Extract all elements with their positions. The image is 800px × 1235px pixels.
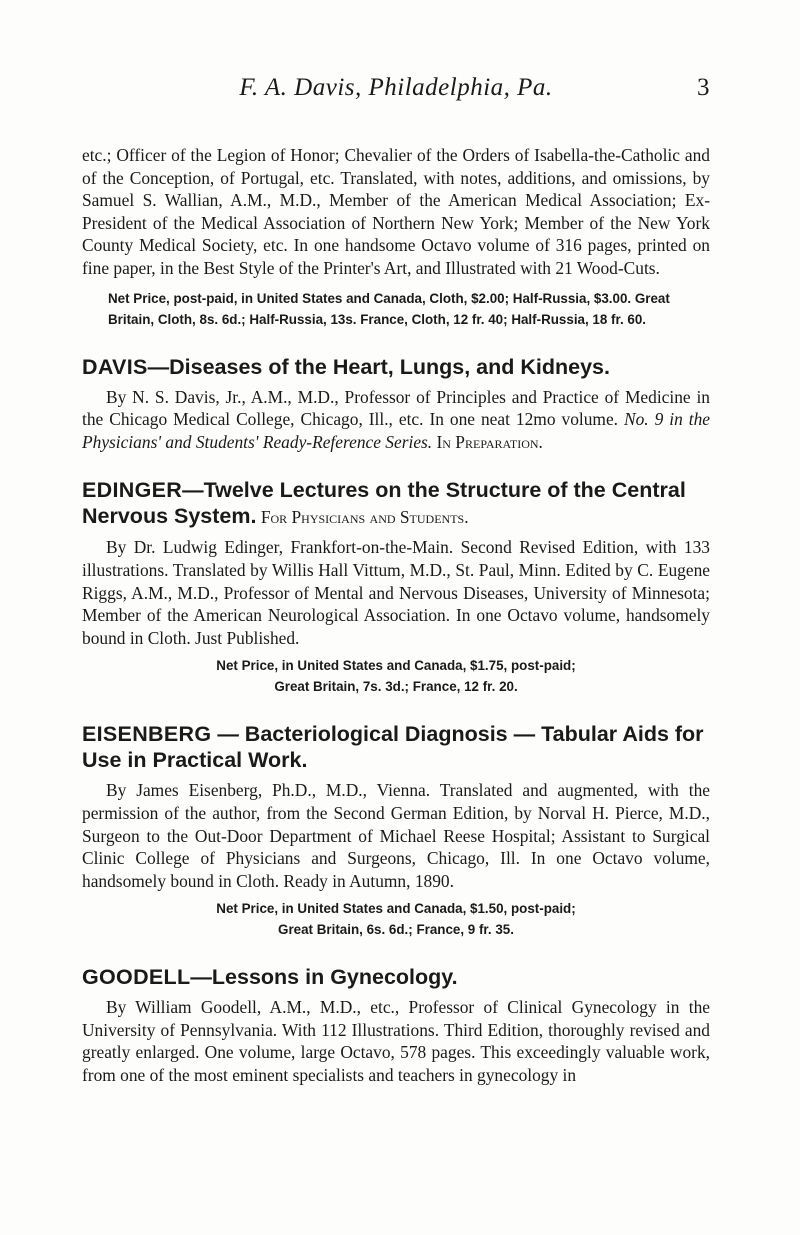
entry-heading: [82, 477, 710, 530]
price-line: Net Price, in United States and Canada, $1.75, post-paid;: [216, 658, 576, 674]
catalog-entry-eisenberg: [82, 721, 710, 940]
catalog-entry-goodell: [82, 964, 710, 1086]
book-title: —Diseases of the Heart, Lungs, and Kidneys.: [147, 354, 610, 379]
entry-body: By James Eisenberg, Ph.D., M.D., Vienna. Translated and augmented, with the permission of the author, from the Second German Edition, by Norval H. Pierce, M.D., Surgeon to the Out-Door Department of Michael Reese Hospital; Assistant to Surgical Clinic College of Physicians and Surgeons, Chicago, Ill. In one Octavo volume, handsomely bound in Cloth. Ready in Autumn, 1890.: [82, 780, 710, 891]
entry-heading: [82, 964, 710, 990]
price-line: Great Britain, 7s. 3d.; France, 12 fr. 20.: [274, 679, 518, 695]
audience-note: For Physicians and Students.: [256, 507, 469, 528]
price-line: Great Britain, 6s. 6d.; France, 9 fr. 35.: [278, 922, 514, 938]
book-title: —Lessons in Gynecology.: [190, 965, 458, 990]
entry-body: [82, 386, 710, 454]
entry-body-text: By N. S. Davis, Jr., A.M., M.D., Professor of Principles and Practice of Medicine in the Chicago Medical College, Chicago, Ill., etc. In one neat 12mo volume.: [82, 386, 710, 430]
availability-status: In Preparation.: [432, 431, 543, 452]
running-head-title: F. A. Davis, Philadelphia, Pa.: [239, 74, 553, 101]
series-note: No. 9 in the Physicians' and Students' Ready-Reference Series.: [82, 409, 710, 452]
author-name: EDINGER: [82, 478, 183, 503]
price-line: Net Price, in United States and Canada, $1.50, post-paid;: [216, 901, 576, 917]
catalog-entry-continued: [82, 144, 710, 330]
entry-body: By William Goodell, A.M., M.D., etc., Professor of Clinical Gynecology in the University of Pennsylvania. With 112 Illustrations. Third Edition, thoroughly revised and greatly enlarged. One volume, large Octavo, 578 pages. This exceedingly valuable work, from one of the most eminent specialists and teachers in gynecology in: [82, 997, 710, 1086]
running-head: [82, 0, 710, 144]
entry-body: By Dr. Ludwig Edinger, Frankfort-on-the-Main. Second Revised Edition, with 133 illustrations. Translated by Willis Hall Vittum, M.D., St. Paul, Minn. Edited by C. Eugene Riggs, A.M., M.D., Professor of Mental and Nervous Diseases, University of Minnesota; Member of the American Neurological Association. In one Octavo volume, handsomely bound in Cloth. Just Published.: [82, 537, 710, 648]
author-name: DAVIS: [82, 354, 148, 379]
catalog-entry-davis: [82, 354, 710, 454]
page-number: 3: [697, 74, 710, 101]
author-name: GOODELL: [82, 965, 191, 990]
catalog-entry-edinger: [82, 477, 710, 697]
entry-heading: [82, 354, 710, 380]
book-title: —Twelve Lectures on the Structure of the Central Nervous System.: [82, 478, 686, 529]
entry-heading: [82, 721, 710, 773]
price-line: Net Price, post-paid, in United States and Canada, Cloth, $2.00; Half-Russia, $3.00. Great Britain, Cloth, 8s. 6d.; Half-Russia, 13s. France, Cloth, 12 fr. 40; Half-Russia, 18 fr. 60.: [108, 290, 670, 327]
entry-body: etc.; Officer of the Legion of Honor; Chevalier of the Orders of Isabella-the-Catholic and of the Conception, of Portugal, etc. Translated, with notes, additions, and omissions, by Samuel S. Wallian, A.M., M.D., Member of the American Medical Association; Ex-President of the Medical Association of Northern New York; Member of the New York County Medical Society, etc. In one handsome Octavo volume of 316 pages, printed on fine paper, in the Best Style of the Printer's Art, and Illustrated with 21 Wood-Cuts.: [82, 145, 710, 278]
book-title: — Bacteriological Diagnosis — Tabular Aids for Use in Practical Work.: [82, 722, 704, 773]
author-name: EISENBERG: [82, 722, 212, 747]
